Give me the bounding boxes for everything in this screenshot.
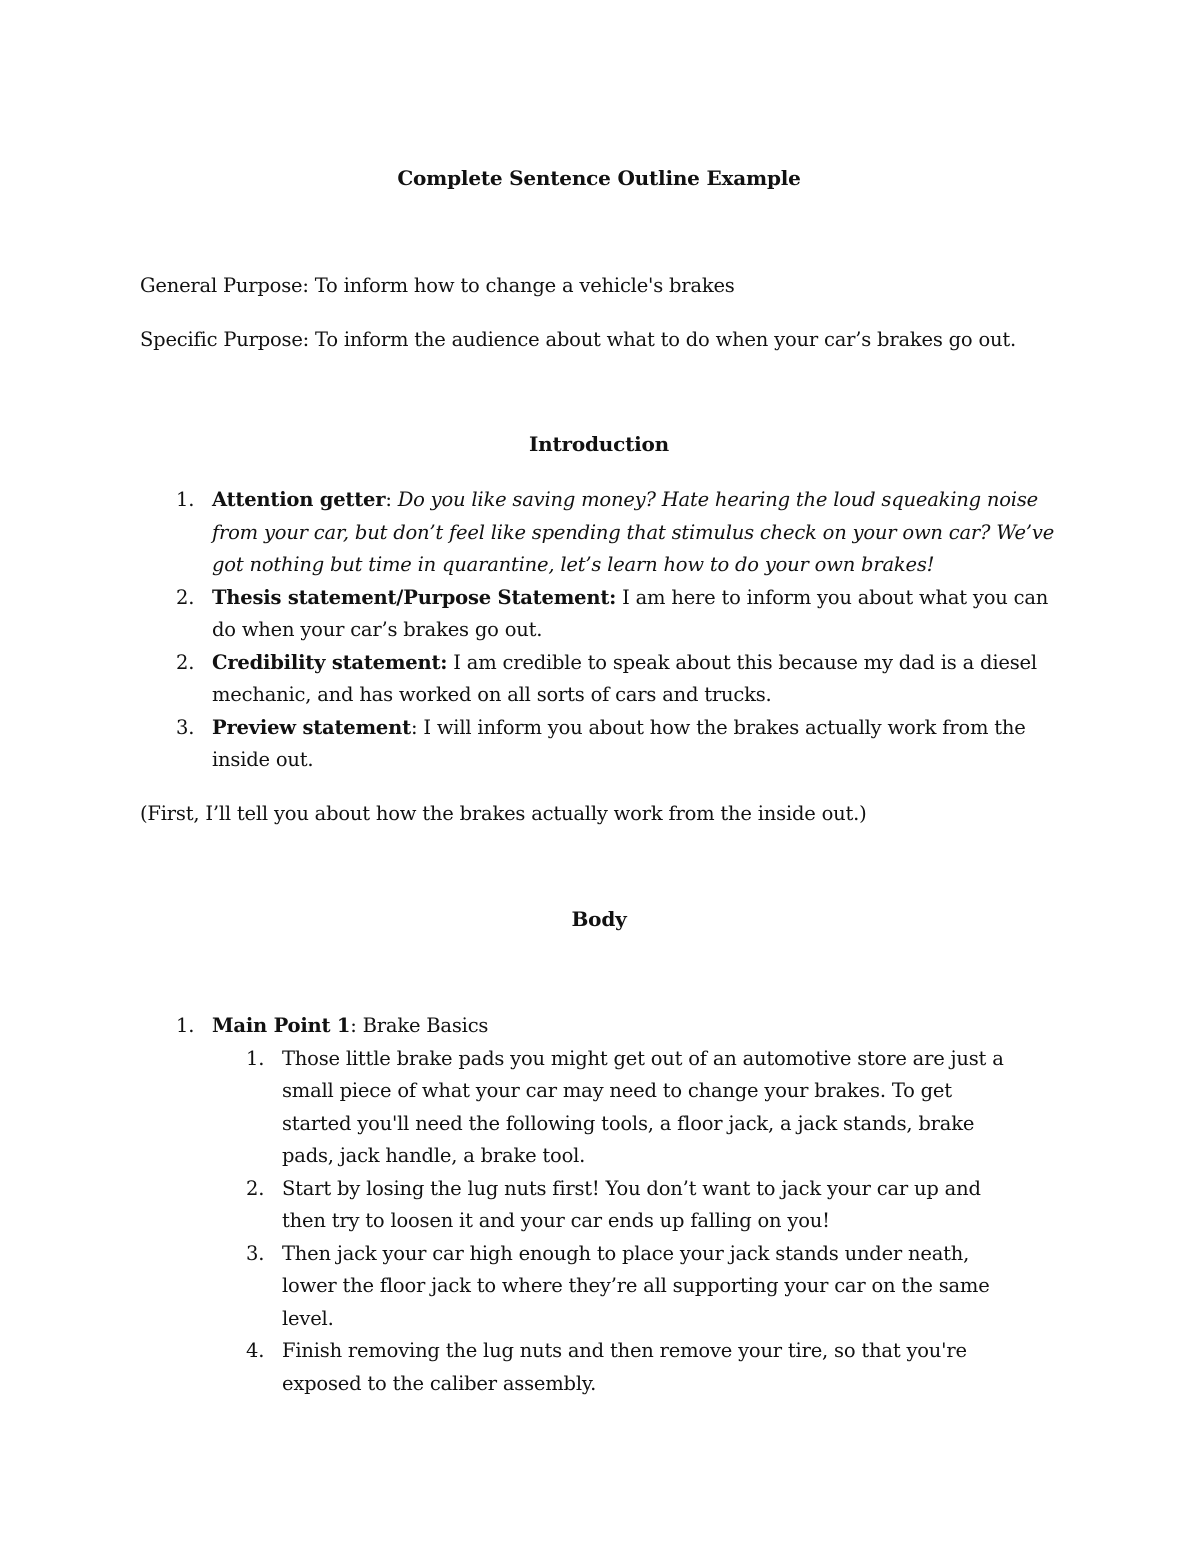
- item-label: Preview statement: [212, 715, 411, 739]
- list-number: 2.: [176, 650, 195, 674]
- sub-item-text: Start by losing the lug nuts first! You don’t want to jack your car up and then try to loosen it and your car ends up falling on you!: [282, 1176, 981, 1232]
- item-label: Attention getter: [212, 488, 386, 511]
- item-label: Thesis statement/Purpose Statement:: [212, 585, 617, 609]
- body-heading: Body: [571, 907, 627, 931]
- item-separator: :: [410, 715, 424, 739]
- list-number: 3.: [176, 715, 195, 739]
- sub-item: [246, 1173, 1026, 1238]
- item-text: I will inform you about how the brakes actually work from the inside out.: [212, 715, 1026, 771]
- sub-item-text: Then jack your car high enough to place your jack stands under neath, lower the floor jack to where they’re all supporting your car on the same level.: [282, 1241, 990, 1330]
- main-point-text: Brake Basics: [362, 1014, 489, 1037]
- item-separator: :: [350, 1014, 363, 1037]
- list-number: 3.: [246, 1241, 265, 1265]
- item-text: I am credible to speak about this because my dad is a diesel mechanic, and has worked on all sorts of cars and trucks.: [212, 650, 1037, 706]
- intro-item-attention-getter: [176, 484, 1056, 582]
- item-separator: :: [385, 488, 398, 511]
- general-purpose: General Purpose: To inform how to change a vehicle's brakes: [140, 274, 735, 297]
- sub-item-text: Finish removing the lug nuts and then remove your tire, so that you're exposed to the caliber assembly.: [282, 1339, 967, 1395]
- list-number: 4.: [246, 1339, 265, 1362]
- item-label: Credibility statement:: [212, 650, 448, 674]
- body-list: [176, 1010, 1056, 1400]
- item-text: I am here to inform you about what you can do when your car’s brakes go out.: [212, 585, 1049, 641]
- sub-item: [246, 1043, 1026, 1173]
- main-point-1-sublist: [246, 1043, 1026, 1401]
- list-number: 1.: [176, 1014, 195, 1037]
- document-title: Complete Sentence Outline Example: [397, 166, 801, 190]
- sub-item: [246, 1238, 1026, 1336]
- introduction-heading: Introduction: [528, 432, 670, 456]
- item-text: Do you like saving money? Hate hearing the loud squeaking noise from your car, but don’t feel like spending that stimulus check on your own car? We’ve got nothing but time in quarantine, let’s learn how to do your own brakes!: [212, 488, 1055, 576]
- sub-item-text: Those little brake pads you might get out of an automotive store are just a small piece of what your car may need to change your brakes. To get started you'll need the following tools, a floor jack, a jack stands, brake pads, jack handle, a brake tool.: [282, 1046, 1004, 1167]
- list-number: 2.: [246, 1176, 265, 1200]
- introduction-list: [176, 484, 1056, 777]
- main-point-label: Main Point 1: [212, 1014, 351, 1037]
- list-number: 2.: [176, 585, 195, 609]
- intro-item-preview: [176, 712, 1056, 777]
- transition-statement: (First, I’ll tell you about how the brakes actually work from the inside out.): [140, 802, 867, 825]
- main-point-1: [176, 1010, 1056, 1400]
- list-number: 1.: [176, 488, 195, 511]
- sub-item: [246, 1335, 1026, 1400]
- intro-item-thesis: [176, 582, 1056, 647]
- specific-purpose: Specific Purpose: To inform the audience about what to do when your car’s brakes go out.: [140, 328, 1016, 351]
- list-number: 1.: [246, 1046, 265, 1070]
- intro-item-credibility: [176, 647, 1056, 712]
